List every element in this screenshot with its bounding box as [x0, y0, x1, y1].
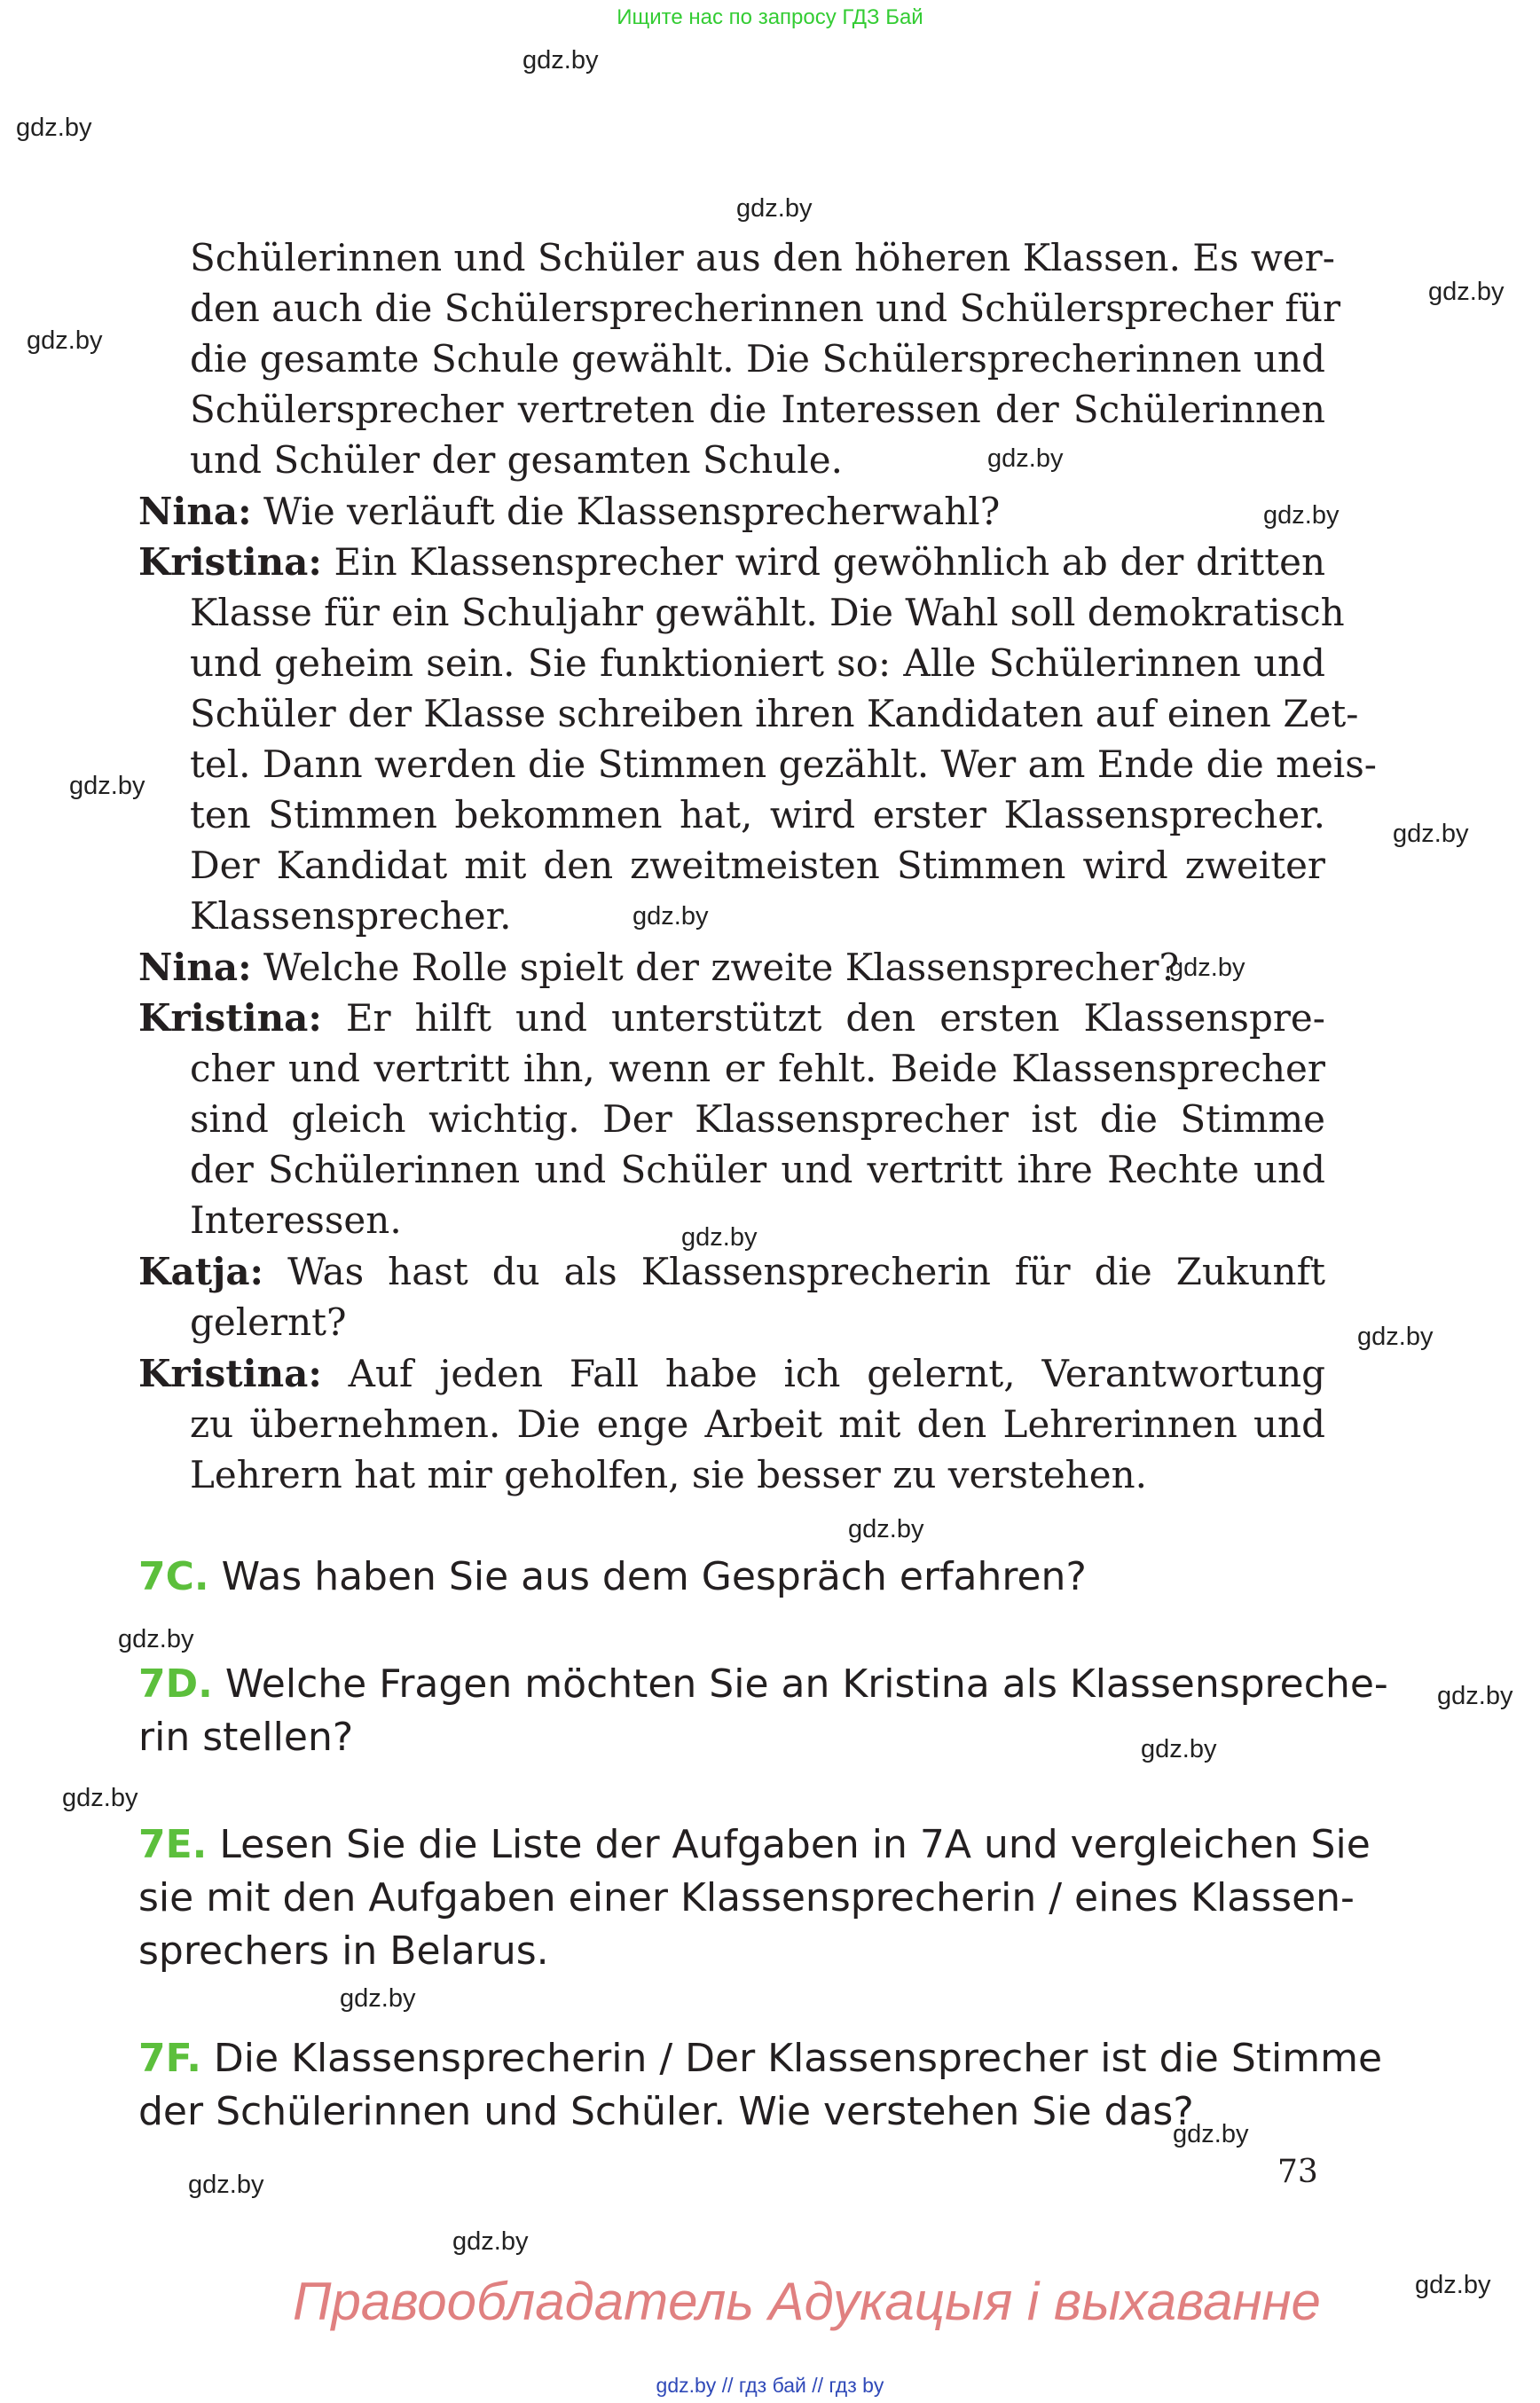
page-number: 73 [1277, 2154, 1318, 2190]
task-text-line: der Schülerinnen und Schüler. Wie verstehen Sie das? [138, 2089, 1194, 2134]
watermark: gdz.by [681, 1223, 758, 1252]
speaker-name: Kristina: [138, 540, 322, 584]
dialogue-turn [138, 942, 1179, 993]
task-text-line: rin stellen? [138, 1715, 354, 1760]
turn-text: Er hilft und unterstützt den ersten Klassenspre- [345, 996, 1325, 1040]
watermark: gdz.by [1437, 1682, 1513, 1710]
text-line: tel. Dann werden die Stimmen gezählt. Wer am Ende die meis- [190, 742, 1377, 786]
dialogue-turn [138, 993, 1325, 1043]
task-text: Die Klassensprecherin / Der Klassensprecher ist die Stimme [213, 2036, 1383, 2081]
top-banner[interactable]: Ищите нас по запросу ГДЗ Бай [617, 5, 923, 29]
task-number: 7D. [138, 1661, 213, 1707]
watermark: gdz.by [1173, 2120, 1249, 2148]
text-line: Klassensprecher. [190, 894, 512, 938]
task-number: 7C. [138, 1554, 209, 1599]
task-text: Lesen Sie die Liste der Aufgaben in 7A und vergleichen Sie [219, 1822, 1371, 1867]
watermark: gdz.by [1141, 1735, 1217, 1763]
watermark: gdz.by [1393, 820, 1469, 848]
watermark: gdz.by [118, 1625, 194, 1653]
speaker-name: Katja: [138, 1250, 264, 1293]
text-line: Schüler der Klasse schreiben ihren Kandidaten auf einen Zet- [190, 692, 1359, 735]
task-7e [138, 1818, 1371, 1872]
task-7c [138, 1551, 1087, 1604]
task-text: Was haben Sie aus dem Gespräch erfahren? [221, 1554, 1087, 1599]
text-line: gelernt? [190, 1300, 347, 1344]
text-line: Lehrern hat mir geholfen, sie besser zu verstehen. [190, 1453, 1147, 1496]
dialogue-turn [138, 1246, 1325, 1297]
watermark: gdz.by [1428, 278, 1505, 306]
task-7d [138, 1658, 1388, 1711]
text-line: und Schüler der gesamten Schule. [190, 438, 843, 482]
dialogue-turn [138, 486, 1000, 537]
text-line: ten Stimmen bekommen hat, wird erster Klassensprecher. [190, 793, 1325, 836]
watermark: gdz.by [340, 1984, 416, 2013]
turn-text: Auf jeden Fall habe ich gelernt, Verantwortung [348, 1352, 1326, 1395]
text-line: und geheim sein. Sie funktioniert so: Alle Schülerinnen und [190, 641, 1325, 685]
text-line: sind gleich wichtig. Der Klassensprecher ist die Stimme [190, 1097, 1325, 1141]
task-text-line: sprechers in Belarus. [138, 1928, 549, 1974]
watermark: gdz.by [1357, 1323, 1434, 1351]
task-text: Welche Fragen möchten Sie an Kristina als Klassenspreche- [224, 1661, 1388, 1707]
text-line: Der Kandidat mit den zweitmeisten Stimmen wird zweiter [190, 844, 1325, 887]
text-line: Interessen. [190, 1198, 402, 1242]
watermark: gdz.by [1169, 954, 1245, 982]
speaker-name: Kristina: [138, 1352, 322, 1395]
task-number: 7F. [138, 2036, 201, 2081]
turn-text: Wie verläuft die Klassensprecherwahl? [263, 490, 1001, 533]
turn-text: Was hast du als Klassensprecherin für die Zukunft [287, 1250, 1325, 1293]
speaker-name: Kristina: [138, 996, 322, 1040]
watermark: gdz.by [1415, 2271, 1491, 2299]
watermark: gdz.by [62, 1784, 138, 1812]
speaker-name: Nina: [138, 946, 252, 989]
task-number: 7E. [138, 1822, 208, 1867]
text-line: die gesamte Schule gewählt. Die Schülersprecherinnen und [190, 337, 1325, 381]
turn-text: Welche Rolle spielt der zweite Klassensprecher? [263, 946, 1180, 989]
watermark: gdz.by [27, 326, 103, 355]
watermark: gdz.by [452, 2227, 529, 2256]
task-7f [138, 2032, 1382, 2085]
text-line: Klasse für ein Schuljahr gewählt. Die Wahl soll demokratisch [190, 591, 1345, 634]
text-line: Schülerinnen und Schüler aus den höheren Klassen. Es wer- [190, 236, 1335, 279]
watermark: gdz.by [16, 114, 92, 142]
watermark: gdz.by [736, 194, 813, 223]
task-text-line: sie mit den Aufgaben einer Klassensprecherin / eines Klassen- [138, 1875, 1355, 1920]
text-line: cher und vertritt ihn, wenn er fehlt. Beide Klassensprecher [190, 1047, 1325, 1090]
text-line: zu übernehmen. Die enge Arbeit mit den Lehrerinnen und [190, 1402, 1325, 1446]
dialogue-turn [138, 537, 1325, 587]
watermark: gdz.by [1263, 501, 1340, 530]
text-line: den auch die Schülersprecherinnen und Schülersprecher für [190, 287, 1341, 330]
text-line: Schülersprecher vertreten die Interessen der Schülerinnen [190, 388, 1325, 431]
watermark: gdz.by [987, 444, 1064, 473]
copyright-notice: Правообладатель Адукацыя і выхаванне [293, 2272, 1321, 2331]
speaker-name: Nina: [138, 490, 252, 533]
turn-text: Ein Klassensprecher wird gewöhnlich ab der dritten [334, 540, 1325, 584]
footer-links[interactable]: gdz.by // гдз бай // гдз by [656, 2374, 884, 2397]
dialogue-turn [138, 1348, 1325, 1399]
watermark: gdz.by [848, 1515, 924, 1543]
text-line: der Schülerinnen und Schüler und vertritt ihre Rechte und [190, 1148, 1325, 1191]
watermark: gdz.by [69, 772, 145, 800]
watermark: gdz.by [632, 902, 709, 931]
watermark: gdz.by [522, 46, 599, 75]
watermark: gdz.by [188, 2171, 264, 2199]
